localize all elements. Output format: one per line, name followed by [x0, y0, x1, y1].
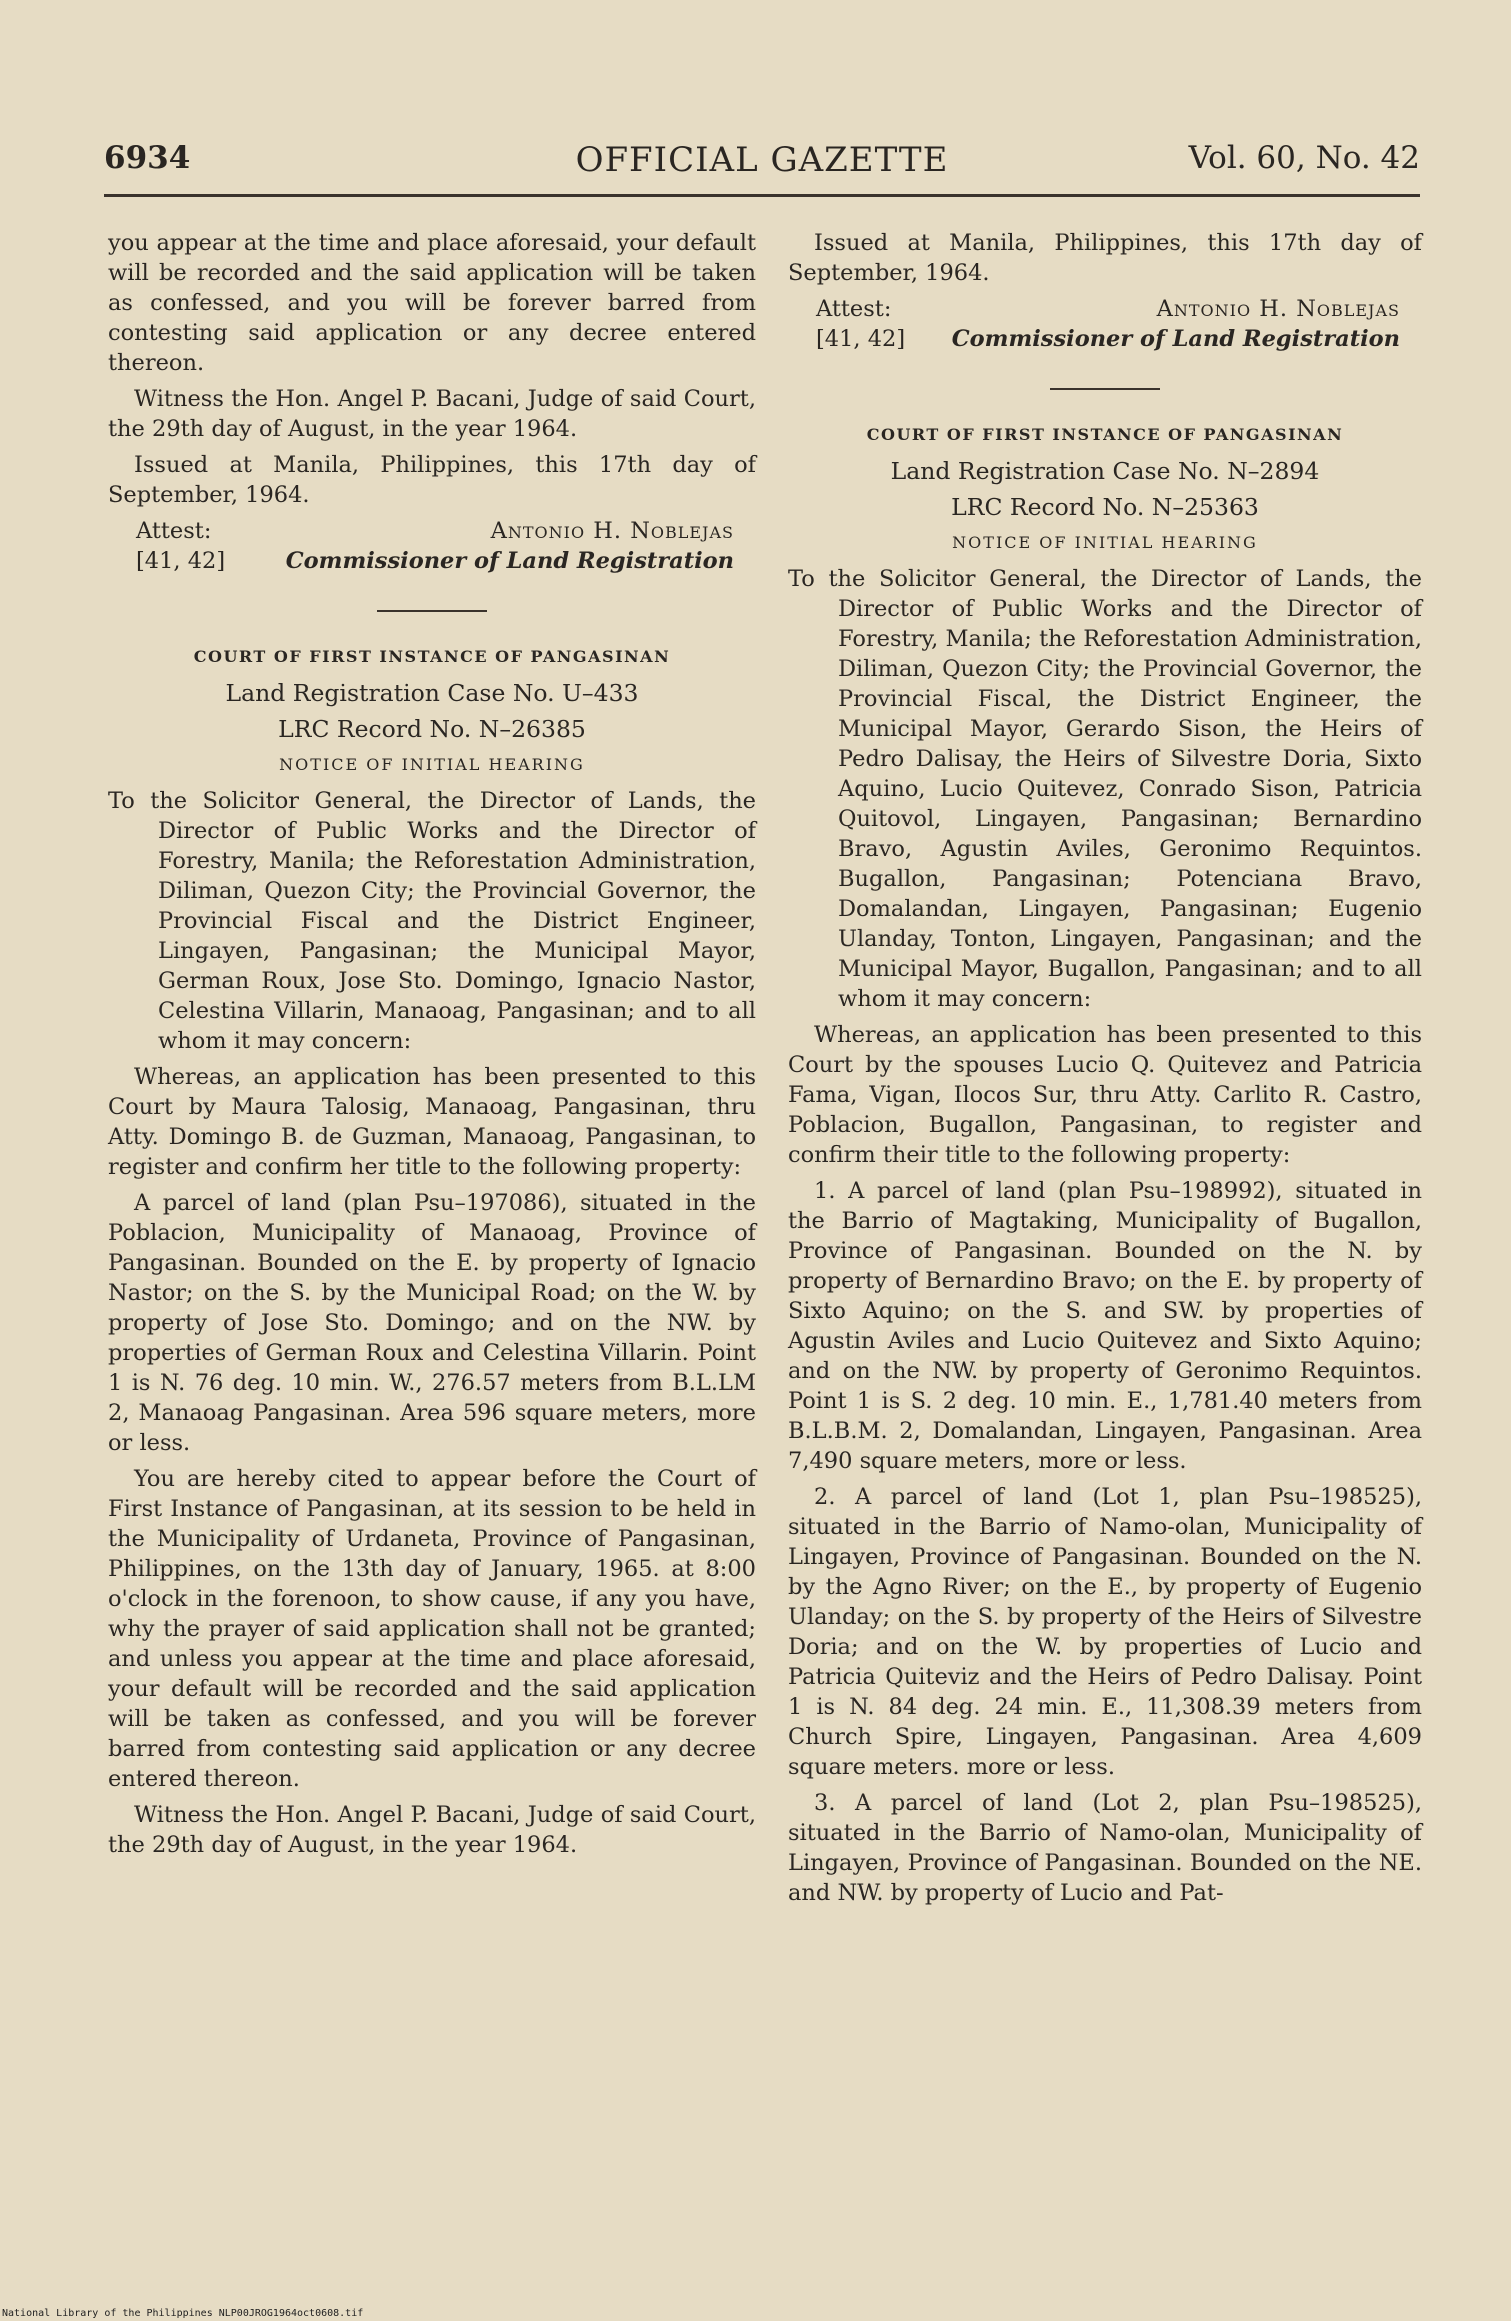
court-heading: COURT OF FIRST INSTANCE OF PANGASINAN [866, 425, 1344, 444]
right-column [788, 228, 1422, 1914]
attest-title-line [108, 546, 756, 576]
addressees-paragraph: To the Solicitor General, the Director of Lands, the Director of Public Works and the Director of Forestry, Manila; the Reforestation Administration, Diliman, Quezon City; the Provincial Governor, the Provincial Fiscal, the District Engineer, the Municipal Mayor, Gerardo Sison, the Heirs of Pedro Dalisay, the Heirs of Silvestre Doria, Sixto Aquino, Lucio Quitevez, Conrado Sison, Patricia Quitovol, Lingayen, Pangasinan; Bernardino Bravo, Agustin Aviles, Geronimo Requintos. Bugallon, Pangasinan; Potenciana Bravo, Domalandan, Lingayen, Pangasinan; Eugenio Ulanday, Tonton, Lingayen, Pangasinan; and the Municipal Mayor, Bugallon, Pangasinan; and to all whom it may concern: [788, 566, 1422, 1012]
parcel-2-paragraph: 2. A parcel of land (Lot 1, plan Psu–198525), situated in the Barrio of Namo-olan, Municipality of Lingayen, Province of Pangasinan. Bounded on the N. by the Agno River; on the E., by property of Eugenio Ulanday; on the S. by property of the Heirs of Silvestre Doria; and on the W. by properties of Lucio and Patricia Quiteviz and the Heirs of Pedro Dalisay. Point 1 is N. 84 deg. 24 min. E., 11,308.39 meters from Church Spire, Lingayen, Pangasinan. Area 4,609 square meters. more or less. [788, 1484, 1422, 1780]
notice-heading: NOTICE OF INITIAL HEARING [952, 533, 1258, 552]
court-heading: COURT OF FIRST INSTANCE OF PANGASINAN [193, 647, 671, 666]
cited-paragraph: You are hereby cited to appear before the Court of First Instance of Pangasinan, at its session to be held in the Municipality of Urdaneta, Province of Pangasinan, Philippines, on the 13th day of January, 1965. at 8:00 o'clock in the forenoon, to show cause, if any you have, why the prayer of said application shall not be granted; and unless you appear at the time and place aforesaid, your default will be recorded and the said application will be taken as confessed, and you will be forever barred from contesting said application or any decree entered thereon. [108, 1466, 756, 1792]
witness-paragraph-2: Witness the Hon. Angel P. Bacani, Judge of said Court, the 29th day of August, in the year 1964. [108, 1802, 756, 1858]
attest-title: Commissioner of Land Registration [285, 548, 734, 574]
witness-paragraph: Witness the Hon. Angel P. Bacani, Judge of said Court, the 29th day of August, in the year 1964. [108, 386, 756, 442]
parcel-1-paragraph: 1. A parcel of land (plan Psu–198992), situated in the Barrio of Magtaking, Municipality of Bugallon, Province of Pangasinan. Bounded on the N. by property of Bernardino Bravo; on the E. by property of Sixto Aquino; on the S. and SW. by properties of Agustin Aviles and Lucio Quitevez and Sixto Aquino; and on the NW. by property of Geronimo Requintos. Point 1 is S. 2 deg. 10 min. E., 1,781.40 meters from B.L.B.M. 2, Domalandan, Lingayen, Pangasinan. Area 7,490 square meters, more or less. [788, 1178, 1422, 1474]
attest-label: Attest: [136, 518, 212, 544]
publication-title: OFFICIAL GAZETTE [575, 140, 949, 180]
record-number: LRC Record No. N–25363 [951, 493, 1259, 521]
scan-footer: National Library of the Philippines NLP00JROG1964oct0608.tif [2, 2308, 364, 2319]
issued-paragraph: Issued at Manila, Philippines, this 17th day of September, 1964. [108, 452, 756, 508]
attest-title: Commissioner of Land Registration [951, 326, 1400, 352]
section-divider [377, 610, 487, 612]
left-column [108, 228, 756, 1866]
case-number: Land Registration Case No. N–2894 [890, 457, 1320, 485]
continued-paragraph: you appear at the time and place aforesaid, your default will be recorded and the said application will be taken as confessed, and you will be forever barred from contesting said application or any decree entered thereon. [108, 230, 756, 376]
page-header [104, 140, 1420, 192]
parcel-3-paragraph: 3. A parcel of land (Lot 2, plan Psu–198525), situated in the Barrio of Namo-olan, Municipality of Lingayen, Province of Pangasinan. Bounded on the NE. and NW. by property of Lucio and Pat- [788, 1790, 1422, 1906]
header-rule [104, 194, 1420, 197]
attest-name: Antonio H. Noblejas [1156, 296, 1400, 322]
record-number: LRC Record No. N–26385 [278, 715, 586, 743]
parcel-paragraph: A parcel of land (plan Psu–197086), situated in the Poblacion, Municipality of Manaoag, Province of Pangasinan. Bounded on the E. by property of Ignacio Nastor; on the S. by the Municipal Road; on the W. by property of Jose Sto. Domingo; and on the NW. by properties of German Roux and Celestina Villarin. Point 1 is N. 76 deg. 10 min. W., 276.57 meters from B.L.LM 2, Manaoag Pangasinan. Area 596 square meters, more or less. [108, 1190, 756, 1456]
whereas-paragraph: Whereas, an application has been presented to this Court by the spouses Lucio Q. Quitevez and Patricia Fama, Vigan, Ilocos Sur, thru Atty. Carlito R. Castro, Poblacion, Bugallon, Pangasinan, to register and confirm their title to the following property: [788, 1022, 1422, 1168]
issued-paragraph: Issued at Manila, Philippines, this 17th day of September, 1964. [788, 230, 1422, 286]
addressees-paragraph: To the Solicitor General, the Director of Lands, the Director of Public Works and the Director of Forestry, Manila; the Reforestation Administration, Diliman, Quezon City; the Provincial Governor, the Provincial Fiscal and the District Engineer, Lingayen, Pangasinan; the Municipal Mayor, German Roux, Jose Sto. Domingo, Ignacio Nastor, Celestina Villarin, Manaoag, Pangasinan; and to all whom it may concern: [108, 788, 756, 1054]
page-number: 6934 [104, 140, 191, 176]
case-number: Land Registration Case No. U–433 [225, 679, 639, 707]
attest-title-line [788, 324, 1422, 354]
attest-ref: [41, 42] [136, 548, 226, 574]
notice-heading: NOTICE OF INITIAL HEARING [279, 755, 585, 774]
attest-line [788, 294, 1422, 324]
whereas-paragraph: Whereas, an application has been presented to this Court by Maura Talosig, Manaoag, Pangasinan, thru Atty. Domingo B. de Guzman, Manaoag, Pangasinan, to register and confirm her title to the following property: [108, 1064, 756, 1180]
attest-ref: [41, 42] [816, 326, 906, 352]
attest-label: Attest: [816, 296, 892, 322]
attest-name: Antonio H. Noblejas [490, 518, 734, 544]
attest-line [108, 516, 756, 546]
volume-number: Vol. 60, No. 42 [1188, 140, 1420, 176]
section-divider [1050, 388, 1160, 390]
